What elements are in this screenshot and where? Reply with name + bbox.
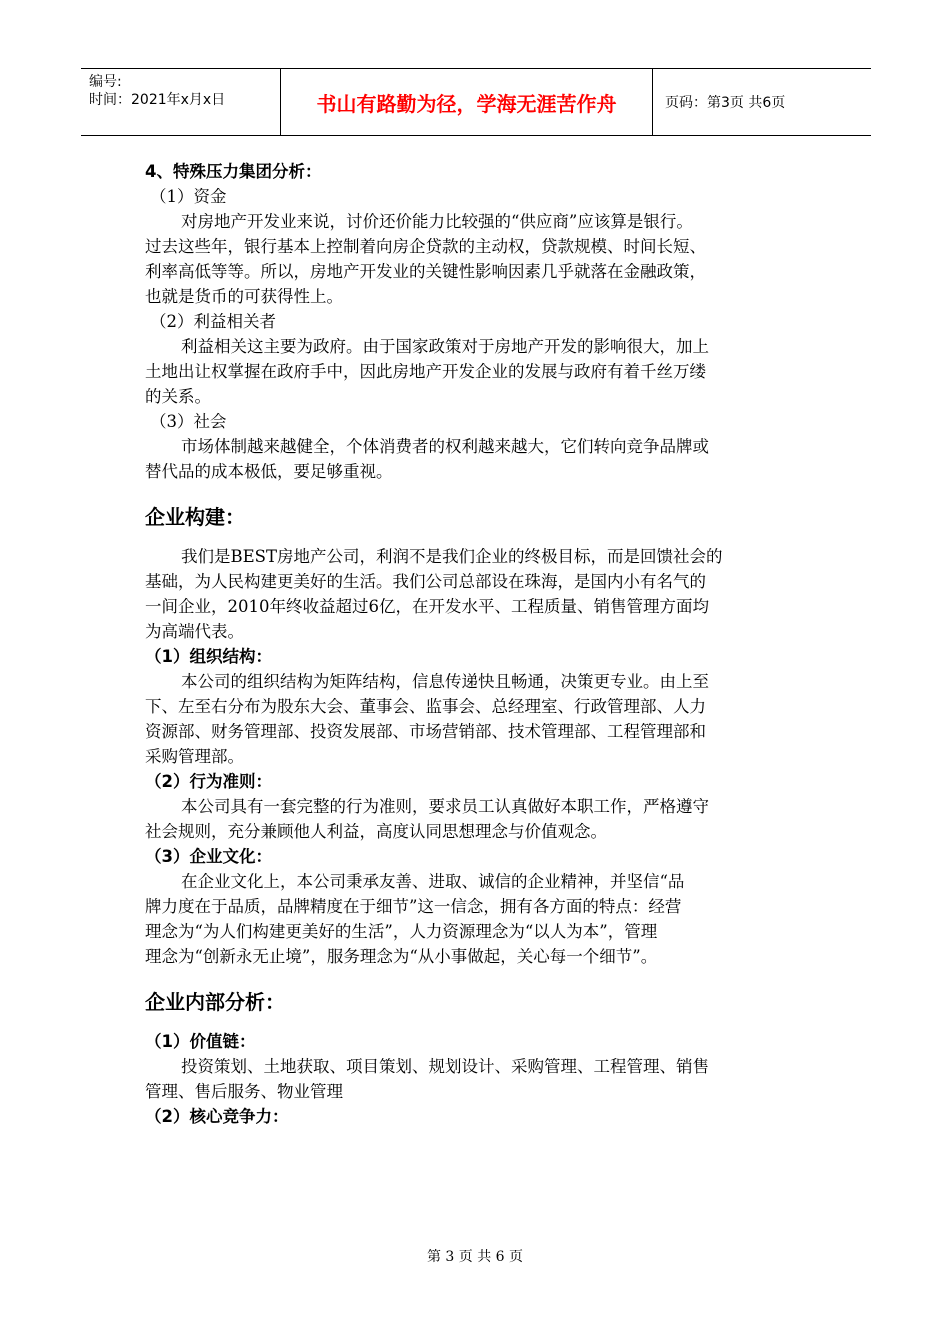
subsection-title: （1）资金 (150, 187, 227, 206)
paragraph-line: 下、左至右分布为股东大会、董事会、监事会、总经理室、行政管理部、人力 (145, 697, 706, 716)
paragraph-line: 也就是货币的可获得性上。 (145, 287, 343, 306)
time-label: 时间：2021年x月x日 (89, 92, 226, 108)
paragraph-line: 利益相关这主要为政府。由于国家政策对于房地产开发的影响很大，加上 (181, 337, 709, 356)
paragraph-line: 本公司具有一套完整的行为准则，要求员工认真做好本职工作，严格遵守 (181, 797, 709, 816)
paragraph-line: 基础，为人民构建更美好的生活。我们公司总部设在珠海，是国内小有名气的 (145, 572, 706, 591)
section-title: 4、特殊压力集团分析： (145, 162, 322, 181)
header-motto: 书山有路勤为径，学海无涯苦作舟 (281, 69, 653, 135)
paragraph-line: 理念为“为人们构建更美好的生活”，人力资源理念为“以人为本”，管理 (145, 922, 658, 941)
subsection-title: （1）价值链： (145, 1032, 256, 1051)
document-body (145, 159, 810, 1129)
section-heading-internal: 企业内部分析： (145, 990, 285, 1014)
paragraph-line: 为高端代表。 (145, 622, 244, 641)
header-meta (81, 69, 281, 135)
paragraph-line: 牌力度在于品质，品牌精度在于细节”这一信念，拥有各方面的特点：经营 (145, 897, 682, 916)
paragraph-line: 管理、售后服务、物业管理 (145, 1082, 343, 1101)
subsection-title: （3）社会 (150, 412, 227, 431)
paragraph-line: 在企业文化上，本公司秉承友善、进取、诚信的企业精神，并坚信“品 (181, 872, 685, 891)
header-page-info: 页码：第3页 共6页 (665, 95, 786, 111)
paragraph-line: 社会规则，充分兼顾他人利益，高度认同思想理念与价值观念。 (145, 822, 607, 841)
subsection-title: （2）行为准则： (145, 772, 272, 791)
subsection-title: （2）核心竞争力： (145, 1107, 289, 1126)
subsection-title: （2）利益相关者 (150, 312, 276, 331)
code-label: 编号: (89, 74, 122, 90)
paragraph-line: 土地出让权掌握在政府手中，因此房地产开发企业的发展与政府有着千丝万缕 (145, 362, 706, 381)
paragraph-line: 资源部、财务管理部、投资发展部、市场营销部、技术管理部、工程管理部和 (145, 722, 706, 741)
paragraph-line: 投资策划、土地获取、项目策划、规划设计、采购管理、工程管理、销售 (181, 1057, 709, 1076)
paragraph-line: 市场体制越来越健全，个体消费者的权利越来越大，它们转向竞争品牌或 (181, 437, 709, 456)
paragraph-line: 我们是BEST房地产公司，利润不是我们企业的终极目标，而是回馈社会的 (181, 547, 723, 566)
subsection-title: （1）组织结构： (145, 647, 272, 666)
paragraph-line: 过去这些年，银行基本上控制着向房企贷款的主动权，贷款规模、时间长短、 (145, 237, 706, 256)
paragraph-line: 替代品的成本极低，要足够重视。 (145, 462, 393, 481)
paragraph-line: 对房地产开发业来说，讨价还价能力比较强的“供应商”应该算是银行。 (181, 212, 693, 231)
paragraph-line: 一间企业，2010年终收益超过6亿，在开发水平、工程质量、销售管理方面均 (145, 597, 709, 616)
section-heading-build: 企业构建： (145, 505, 245, 529)
paragraph-line: 利率高低等等。所以，房地产开发业的关键性影响因素几乎就落在金融政策， (145, 262, 706, 281)
page-header (81, 68, 871, 136)
paragraph-line: 理念为“创新永无止境”，服务理念为“从小事做起，关心每一个细节”。 (145, 947, 658, 966)
subsection-title: （3）企业文化： (145, 847, 272, 866)
paragraph-line: 的关系。 (145, 387, 211, 406)
paragraph-line: 采购管理部。 (145, 747, 244, 766)
paragraph-line: 本公司的组织结构为矩阵结构，信息传递快且畅通，决策更专业。由上至 (181, 672, 709, 691)
page-footer: 第 3 页 共 6 页 (426, 1249, 524, 1265)
